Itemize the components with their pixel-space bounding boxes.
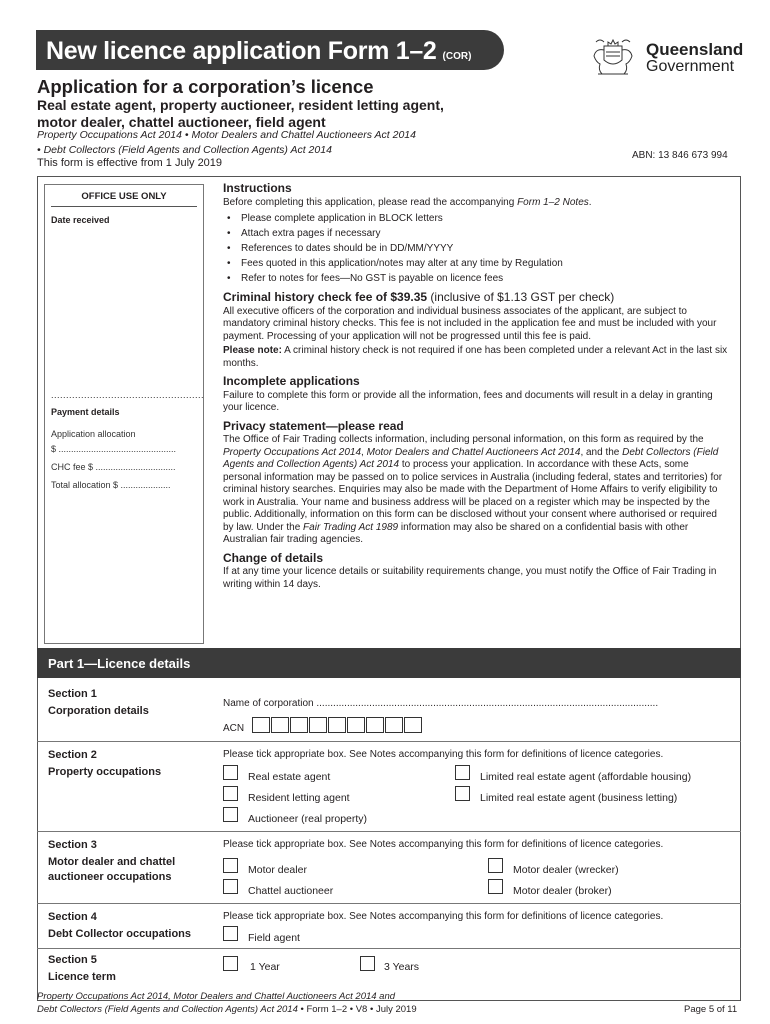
acn-digit-box[interactable] [385, 717, 403, 733]
list-item: • Please complete application in BLOCK letters [223, 211, 728, 226]
acn-digit-box[interactable] [252, 717, 270, 733]
please-note-text: Please note: A criminal history check is not required if one has been completed under a relevant Act in the last six months. [223, 345, 728, 369]
chattel-auctioneer-checkbox[interactable] [223, 879, 238, 894]
acn-digit-box[interactable] [328, 717, 346, 733]
acn-digit-box[interactable] [404, 717, 422, 733]
incomplete-heading: Incomplete applications [223, 374, 360, 388]
part1-heading: Part 1—Licence details [37, 648, 741, 678]
term-3-years-checkbox[interactable] [360, 956, 375, 971]
privacy-heading: Privacy statement—please read [223, 418, 404, 433]
allocation-amount-line: $ ............................................... [51, 444, 177, 454]
logo-government-text: Government [646, 58, 735, 75]
queensland-government-logo [590, 32, 750, 80]
section-divider [37, 741, 741, 742]
acn-digit-box[interactable] [347, 717, 365, 733]
section-divider [37, 831, 741, 832]
list-item: • Attach extra pages if necessary [223, 226, 728, 241]
checkbox-label: 3 Years [384, 961, 420, 973]
section-divider [37, 948, 741, 949]
motor-dealer-checkbox[interactable] [223, 858, 238, 873]
incomplete-text: Failure to complete this form or provide all the information, fees and documents will result in a delay in granting your licence. [223, 389, 713, 413]
checkbox-label: Motor dealer [248, 864, 307, 876]
section3-instruction: Please tick appropriate box. See Notes accompanying this form for definitions of licence categories. [223, 839, 664, 850]
corporation-name-field[interactable]: Name of corporation ........................................................................................................................... [223, 698, 659, 709]
section5-label: Section 5 Licence term [48, 954, 116, 983]
section4-instruction: Please tick appropriate box. See Notes accompanying this form for definitions of licence categories. [223, 911, 664, 922]
auctioneer-checkbox[interactable] [223, 807, 238, 822]
checkbox-label: Resident letting agent [248, 792, 350, 804]
form-subtitle: Application for a corporation’s licence [37, 76, 374, 97]
section1-label: Section 1 Corporation details [48, 688, 149, 717]
change-of-details-heading: Change of details [223, 550, 324, 565]
page-number: Page 5 of 11 [684, 1004, 738, 1015]
checkbox-label: Field agent [248, 932, 300, 944]
instructions-list [223, 211, 728, 286]
instructions-heading: Instructions [223, 181, 292, 195]
logo-queensland-text: Queensland [646, 40, 744, 59]
form-title-bar [36, 30, 504, 70]
footer-citation: Property Occupations Act 2014, Motor Dealers and Chattel Auctioneers Act 2014 and Debt Collectors (Field Agents and Collection Agents) Act 2014 • Form 1–2 • V8 • July 2019 [37, 991, 417, 1015]
privacy-text: The Office of Fair Trading collects information, including personal information, on this form as required by the Property Occupations Act 2014, Motor Dealers and Chattel Auctioneers Act 2014, and the Debt Collectors (Field Agents and Collection Agents) Act 2014 to process your application. In accordance with these Acts, some personal information may be passed on to police services in Australia (including federal, states and territories) for criminal history searches. Enquiries may also be made with the Department of Home Affairs to verify eligibility to work in Australia. Your name and business address will be placed on a register which may be inspected by the public. Additionally, information on this form can be disclosed without your consent where authorised or required by law. Under the Fair Trading Act 1989 information may also be shared on a confidential basis with other Australian fair trading agencies. [223, 434, 723, 545]
section-divider [37, 903, 741, 904]
checkbox-label: Real estate agent [248, 771, 331, 783]
abn-number: ABN: 13 846 673 994 [632, 150, 728, 161]
checkbox-label: 1 Year [250, 961, 280, 973]
effective-date: This form is effective from 1 July 2019 [37, 157, 223, 169]
checkbox-label: Auctioneer (real property) [248, 813, 368, 825]
criminal-history-text: All executive officers of the corporation and individual business associates of the applicant, are subject to mandatory criminal history checks. This fee is not included in the application fee and must be included with your payment. Processing of your application will not be progressed until this fee is paid. [223, 305, 717, 342]
limited-affordable-housing-checkbox[interactable] [455, 765, 470, 780]
payment-details-label: Payment details [51, 407, 120, 417]
checkbox-label: Motor dealer (wrecker) [513, 864, 619, 876]
list-item: • References to dates should be in DD/MM/YYYY [223, 241, 728, 256]
acn-digit-box[interactable] [290, 717, 308, 733]
list-item: • Refer to notes for fees—No GST is payable on licence fees [223, 271, 728, 286]
acn-digit-box[interactable] [366, 717, 384, 733]
date-received-label: Date received [51, 215, 110, 225]
field-agent-checkbox[interactable] [223, 926, 238, 941]
checkbox-label: Chattel auctioneer [248, 885, 334, 897]
instructions-panel [223, 182, 728, 593]
criminal-history-heading: Criminal history check fee of $39.35 (inclusive of $1.13 GST per check) [223, 290, 615, 304]
section2-instruction: Please tick appropriate box. See Notes accompanying this form for definitions of licence categories. [223, 749, 664, 760]
acn-label: ACN [223, 723, 245, 734]
application-allocation-label: Application allocation [51, 429, 136, 439]
coat-of-arms-icon [590, 32, 636, 78]
acn-digit-box[interactable] [271, 717, 289, 733]
acts-list: Property Occupations Act 2014 • Motor Dealers and Chattel Auctioneers Act 2014 • Debt Collectors (Field Agents and Collection Agents) Act 2014 [37, 129, 416, 156]
form-code: (COR) [442, 51, 472, 62]
checkbox-label: Limited real estate agent (affordable housing) [480, 771, 692, 783]
change-of-details-text: If at any time your licence details or suitability requirements change, you must notify the Office of Fair Trading in writing within 14 days. [223, 566, 717, 590]
checkbox-label: Limited real estate agent (business letting) [480, 792, 678, 804]
section4-label: Section 4 Debt Collector occupations [48, 911, 192, 940]
real-estate-agent-checkbox[interactable] [223, 765, 238, 780]
list-item: • Fees quoted in this application/notes may alter at any time by Regulation [223, 256, 728, 271]
section3-label: Section 3 Motor dealer and chattel auctioneer occupations [48, 839, 176, 883]
date-received-line: ................................................... [51, 390, 205, 400]
motor-dealer-broker-checkbox[interactable] [488, 879, 503, 894]
section2-label: Section 2 Property occupations [48, 749, 162, 778]
chc-fee-line: CHC fee $ ................................ [51, 462, 176, 472]
resident-letting-agent-checkbox[interactable] [223, 786, 238, 801]
checkbox-label: Motor dealer (broker) [513, 885, 612, 897]
office-use-title: OFFICE USE ONLY [51, 191, 197, 207]
total-allocation-line: Total allocation $ .................... [51, 480, 171, 490]
occupations-heading: Real estate agent, property auctioneer, resident letting agent, motor dealer, chattel auctioneer, field agent [37, 97, 444, 130]
office-use-box [44, 184, 204, 644]
term-1-year-checkbox[interactable] [223, 956, 238, 971]
acn-digit-box[interactable] [309, 717, 327, 733]
form-title: New licence application Form 1–2 [46, 37, 437, 65]
limited-business-letting-checkbox[interactable] [455, 786, 470, 801]
motor-dealer-wrecker-checkbox[interactable] [488, 858, 503, 873]
instructions-intro: Before completing this application, please read the accompanying Form 1–2 Notes. [223, 196, 592, 208]
